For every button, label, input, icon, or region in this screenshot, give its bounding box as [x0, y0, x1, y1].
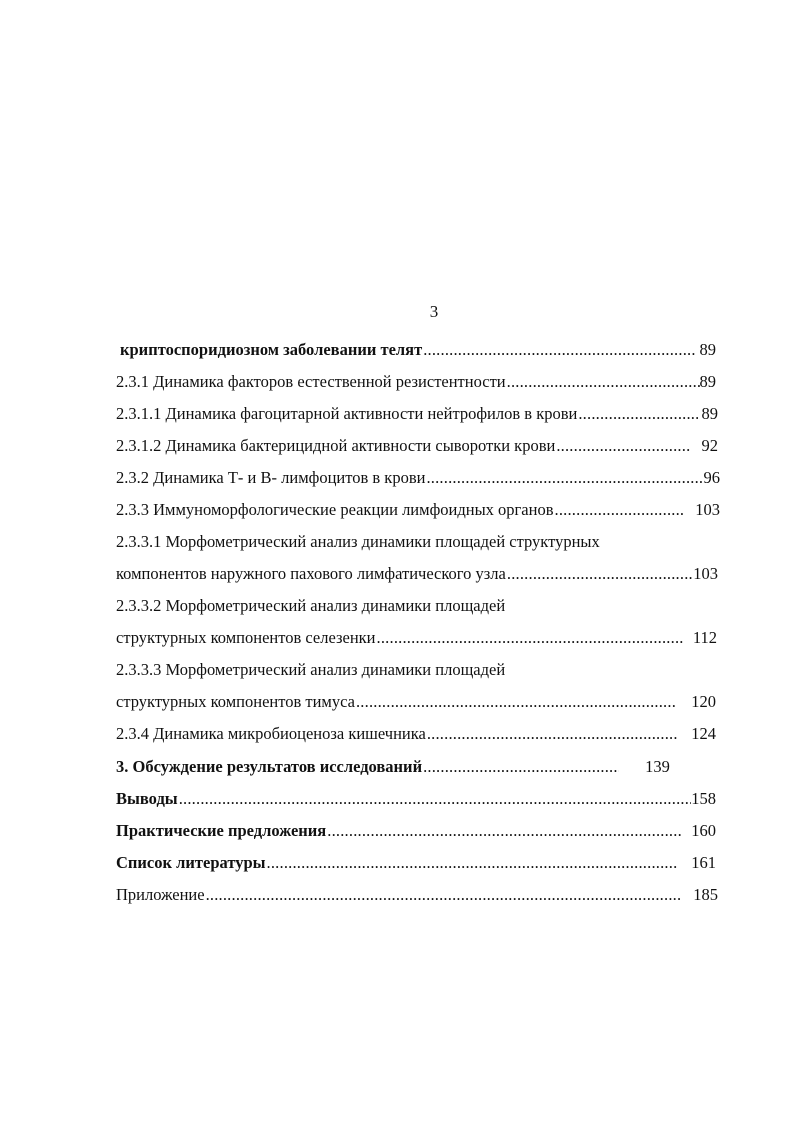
toc-entry-page: 89 [699, 372, 716, 391]
toc-entry-page: 161 [691, 853, 716, 872]
toc-entry-title: 2.3.3.2 Морфометрический анализ динамики площадей [116, 596, 506, 615]
toc-leader-dots [556, 435, 689, 457]
toc-entry-title: 3. Обсуждение результатов исследований [116, 757, 423, 776]
toc-entry-title: Приложение [116, 885, 205, 904]
toc-entry-title: 2.3.3.1 Морфометрический анализ динамики площадей структурных [116, 532, 600, 551]
toc-leader-dots [507, 563, 693, 585]
toc-entry [120, 339, 716, 361]
toc-entry-title: компонентов наружного пахового лимфатического узла [116, 564, 506, 583]
toc-entry-page: 160 [691, 821, 716, 840]
toc-entry-title: 2.3.3.3 Морфометрический анализ динамики площадей [116, 660, 506, 679]
toc-leader-dots [578, 403, 697, 425]
toc-entry-page: 89 [699, 340, 716, 359]
toc-leader-dots [267, 852, 678, 874]
toc-entry-page: 103 [693, 564, 718, 583]
toc-entry-title: 2.3.4 Динамика микробиоценоза кишечника [116, 724, 426, 743]
toc-entry [116, 371, 716, 393]
toc-entry-title: структурных компонентов тимуса [116, 692, 355, 711]
toc-entry [116, 723, 716, 745]
toc-entry-title: Выводы [116, 789, 178, 808]
toc-entry [116, 788, 716, 810]
toc-entry-title: 2.3.3 Иммуноморфологические реакции лимфоидных органов [116, 500, 554, 519]
toc-leader-dots [327, 820, 681, 842]
toc-entry [116, 563, 718, 585]
toc-leader-dots [356, 691, 677, 713]
toc-entry [116, 691, 716, 713]
toc-entry [116, 627, 717, 649]
toc-leader-dots [555, 499, 686, 521]
toc-entry-page: 120 [691, 692, 716, 711]
toc-entry-page: 103 [695, 500, 720, 519]
toc-entry [116, 435, 718, 457]
toc-entry-title: структурных компонентов селезенки [116, 628, 376, 647]
toc-entry-page: 139 [645, 757, 670, 776]
toc-entry [116, 756, 715, 778]
toc-entry-page: 89 [701, 404, 718, 423]
toc-entry [116, 852, 716, 874]
toc-leader-dots [427, 723, 677, 745]
toc-entry-title: 2.3.1.1 Динамика фагоцитарной активности нейтрофилов в крови [116, 404, 578, 423]
toc-leader-dots [377, 627, 683, 649]
toc-entry-title: криптоспоридиозном заболевании телят [120, 340, 423, 359]
toc-entry [116, 499, 720, 521]
toc-entry [116, 884, 718, 906]
toc-entry-page: 112 [692, 628, 717, 647]
toc-entry-page: 124 [691, 724, 716, 743]
toc-entry-title: Список литературы [116, 853, 266, 872]
toc-leader-dots [426, 467, 703, 489]
toc-leader-dots [423, 339, 695, 361]
toc-entry-page: 96 [703, 468, 720, 487]
toc-entry-title: 2.3.2 Динамика Т- и В- лимфоцитов в крови [116, 468, 426, 487]
toc-entry-page: 92 [701, 436, 718, 455]
page-number: 3 [429, 302, 439, 321]
toc-entry-page: 185 [693, 885, 718, 904]
toc-entry-title: Практические предложения [116, 821, 327, 840]
toc-leader-dots [507, 371, 700, 393]
toc-entry [116, 403, 718, 425]
toc-leader-dots [179, 788, 692, 810]
toc-entry-page: 158 [691, 789, 716, 808]
toc-leader-dots [423, 756, 619, 778]
toc-leader-dots [206, 884, 682, 906]
toc-entry [116, 467, 720, 489]
toc-entry [116, 820, 716, 842]
toc-entry-title: 2.3.1.2 Динамика бактерицидной активности сыворотки крови [116, 436, 556, 455]
toc-entry-title: 2.3.1 Динамика факторов естественной резистентности [116, 372, 506, 391]
